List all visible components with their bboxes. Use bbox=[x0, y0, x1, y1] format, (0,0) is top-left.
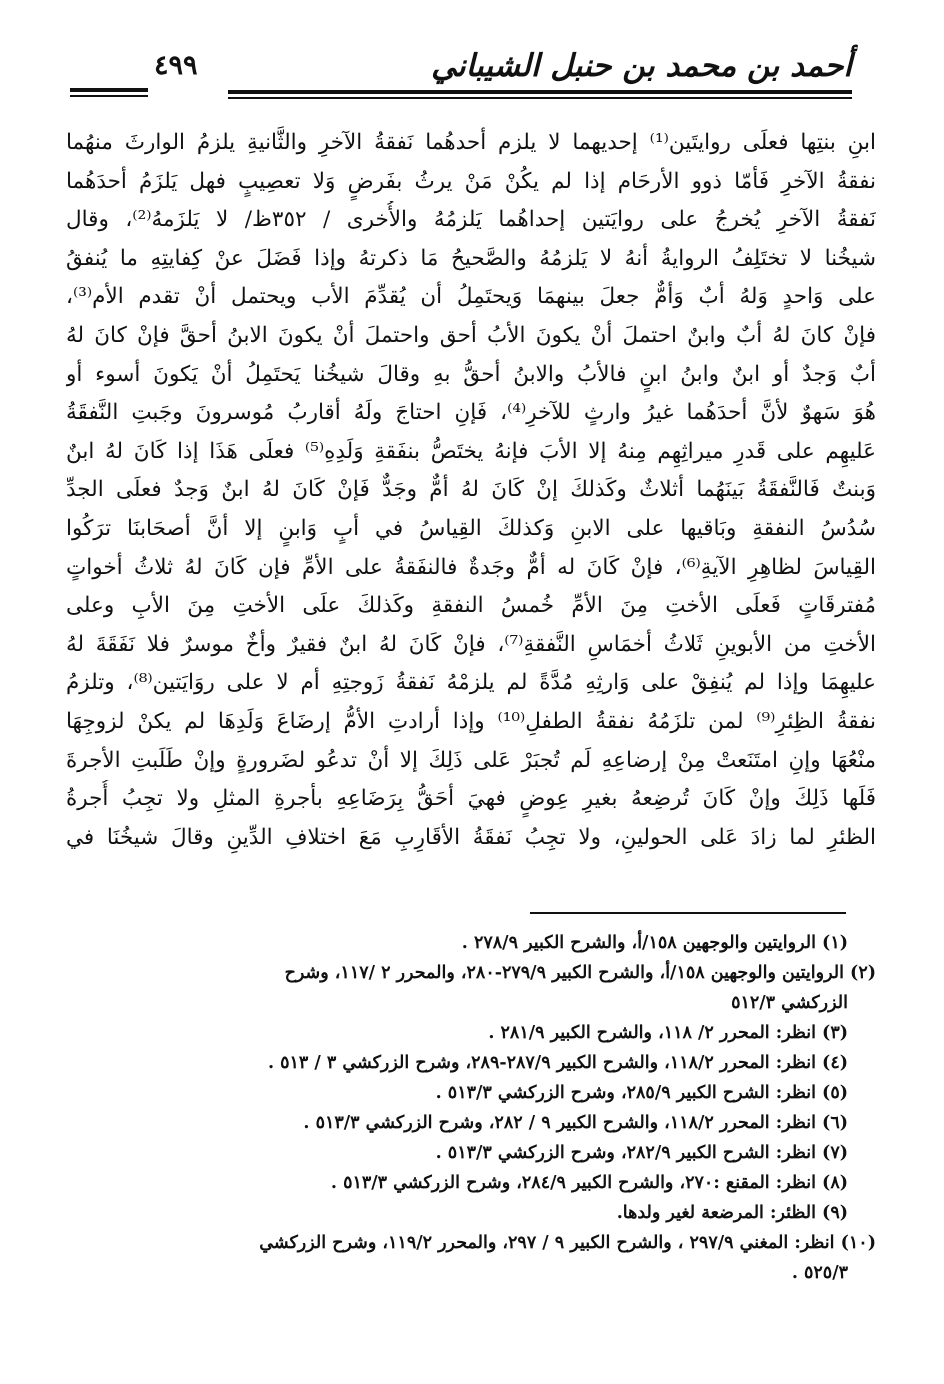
header-rule bbox=[228, 97, 852, 99]
text-line: القِياسَ لظاهِرِ الآيةِ⁽⁶⁾، فإنْ كَانَ له أمٌّ وجَدةٌ فالنفَقةُ على الأمِّ فإن كَانَ لهُ ثلاثُ أخواتٍ bbox=[66, 554, 876, 580]
text-line: ابنِ بنتِها فعلَى روايتَين⁽¹⁾ إحديهما لا يلزم أحدهُما نَفقةُ الآخرِ والثَّانيةِ يلزمُ الوارثَ منهُما bbox=[66, 130, 876, 155]
footnote: (٩) الظئر: المرضعة لغير ولدها. bbox=[616, 1203, 848, 1223]
footnote: (٢) الروايتين والوجهين ١٥٨/أ، والشرح الكبير ٢٧٩/٩-٢٨٠، والمحرر ٢ /١١٧، وشرح bbox=[284, 963, 876, 983]
text-line: نَفقةُ الآخرِ يُخرجُ على روايَتين إحداهُما يَلزمُهُ والأُخرى / ٣٥٢ظ/ لا يَلزَمهُ⁽²⁾، وقال bbox=[66, 207, 876, 233]
text-line: عَليهِم على قَدرِ ميراثِهِم مِنهُ إلا الأبَ فإنهُ يختَصُّ بنفَقةِ وَلَدِهِ⁽⁵⁾ فعلَى هَذَا إذا كَانَ لهُ ابنٌ bbox=[66, 438, 876, 464]
text-line: سُدُسُ النفقةِ وبَاقيها على الابنِ وَكذلكَ القِياسُ في أبٍ وَابنٍ إلا أنَّ أصحَابنَا ترَكُوا bbox=[66, 515, 876, 541]
page-number: ٤٩٩ bbox=[154, 50, 198, 81]
footnote-continuation: الزركشي ٥١٢/٣ bbox=[731, 993, 848, 1013]
text-line: شيخُنا لا تختَلِفُ الروايةُ أنهُ لا يَلزمُهُ والصَّحيحُ مَا ذكرتهُ وإذا فَضَلَ عنْ كِفايتِهِ ما يُنفقُ bbox=[66, 245, 876, 271]
footnote-separator bbox=[530, 912, 846, 914]
text-line: نفقةُ الآخرِ فَأمّا ذوو الأرحَام إذا لم يكُنْ مَنْ يرثُ بفَرضٍ وَلا تعصِيبٍ فهل يَلزَمُ أحدَهُما bbox=[66, 168, 876, 194]
header-rule bbox=[70, 88, 148, 92]
footnotes bbox=[66, 928, 876, 1288]
header-rule bbox=[228, 90, 852, 94]
text-line: الأختِ من الأبوينِ ثَلاثُ أخمَاسِ النَّفقةِ⁽⁷⁾، فإنْ كَانَ لهُ ابنٌ فقيرٌ وأخٌ موسرٌ فلا نَفَقَةَ لهُ bbox=[66, 631, 876, 657]
text-line: عليهِمَا وإذا لم يُنفِقْ على وَارثِهِ مُدَّةً لم يلزمْهُ نَفقةُ زَوجتِهِ أم لا على روَايَتين⁽⁸⁾، وتلزمُ bbox=[66, 670, 876, 696]
text-line: فَلَها ذَلِكَ وإنْ كَانَ تُرضِعهُ بغيرِ عِوضٍ فهيَ أحَقُّ بِرَضَاعِهِ بأجرةِ المثلِ ولا تجِبُ أُجرةُ bbox=[66, 786, 876, 812]
text-line: نفقةُ الظِئرِ⁽⁹⁾ لمن تلزَمُهُ نفقةُ الطفلِ⁽¹⁰⁾ وإذا أرادتِ الأمُّ إرضَاعَ وَلَدِهَا لم يكنْ لزوجِهَا bbox=[66, 708, 876, 734]
footnote-continuation: ٥٢٥/٣ . bbox=[791, 1263, 848, 1283]
text-line: هُوَ سَهوٌ لأنَّ أحدَهُما غيرُ وارثٍ للآخرِ⁽⁴⁾، فَإنِ احتاجَ ولَهُ أقاربُ مُوسرونَ وجَبتِ النَّفقَةُ bbox=[66, 400, 876, 426]
header-rule bbox=[70, 95, 148, 97]
main-text bbox=[66, 124, 876, 857]
footnote: (٦) انظر: المحرر ١١٨/٢، والشرح الكبير ٩ / ٢٨٢، وشرح الزركشي ٥١٣/٣ . bbox=[303, 1113, 848, 1133]
footnote: (١) الروايتين والوجهين ١٥٨/أ، والشرح الكبير ٢٧٨/٩ . bbox=[461, 933, 848, 953]
page-header bbox=[70, 44, 852, 106]
text-line: مُفترقَاتٍ فَعلَى الأختِ مِنَ الأمِّ خُمسُ النفقةِ وكَذلكَ علَى الأختِ مِنَ الأبِ وعلى bbox=[66, 593, 876, 619]
footnote: (٥) انظر: الشرح الكبير ٢٨٥/٩، وشرح الزركشي ٥١٣/٣ . bbox=[435, 1083, 848, 1103]
footnote: (٤) انظر: المحرر ١١٨/٢، والشرح الكبير ٢٨٧/٩-٢٨٩، وشرح الزركشي ٣ / ٥١٣ . bbox=[267, 1053, 848, 1073]
footnote: (٧) انظر: الشرح الكبير ٢٨٢/٩، وشرح الزركشي ٥١٣/٣ . bbox=[435, 1143, 848, 1163]
footnote: (٣) انظر: المحرر ٢/ ١١٨، والشرح الكبير ٢٨١/٩ . bbox=[488, 1023, 848, 1043]
text-line: منْعُهَا وإنِ امتَنَعتْ مِنْ إرضاعِهِ لَم تُجبَرْ عَلى ذَلِكَ إلا أنْ تدعُو لضَرورةٍ وإنْ طَلَبتِ الأجرةَ bbox=[66, 747, 876, 773]
footnote: (٨) انظر: المقنع :٢٧٠، والشرح الكبير ٢٨٤/٩، وشرح الزركشي ٥١٣/٣ . bbox=[330, 1173, 848, 1193]
running-title: أحمد بن محمد بن حنبل الشيباني bbox=[431, 48, 852, 84]
footnote: (١٠) انظر: المغني ٢٩٧/٩ ، والشرح الكبير ٩ / ٢٩٧، والمحرر ١١٩/٢، وشرح الزركشي bbox=[259, 1233, 876, 1253]
text-line: على وَاحدٍ وَلهُ أبٌ وَأمٌّ جعلَ بينهمَا وَيحتَمِلُ أن يُقدِّمَ الأب ويحتمل أنْ تقدم الأم⁽³⁾، bbox=[66, 284, 876, 310]
text-line: فإنْ كانَ لهُ أبٌ وابنٌ احتملَ أنْ يكونَ الأبُ أحق واحتملَ أنْ يكونَ الابنُ أحقَّ فإنْ كانَ لهُ bbox=[66, 322, 876, 348]
text-line: أبٌ وَجدٌ أو ابنٌ وابنُ ابنٍ فالأبُ والابنُ أحقُّ بهِ وقالَ شيخُنا يَحتَمِلُ أنْ يَكونَ أسوء أو bbox=[66, 361, 876, 387]
text-line: وَبنتٌ فَالنَّفقَةُ بَينَهُما أثلاثٌ وكَذلكَ إنْ كَانَ لهُ أمٌّ وجَدٌّ فَإنْ كَانَ لهُ ابنٌ وَجدٌ فعلَى الجدِّ bbox=[66, 477, 876, 503]
text-line: الظئرِ لما زادَ عَلى الحولينِ، ولا تجِبُ نَفقَةُ الأقَارِبِ مَعَ اختلافِ الدِّينِ وقالَ شيخُنَا في bbox=[66, 824, 876, 850]
